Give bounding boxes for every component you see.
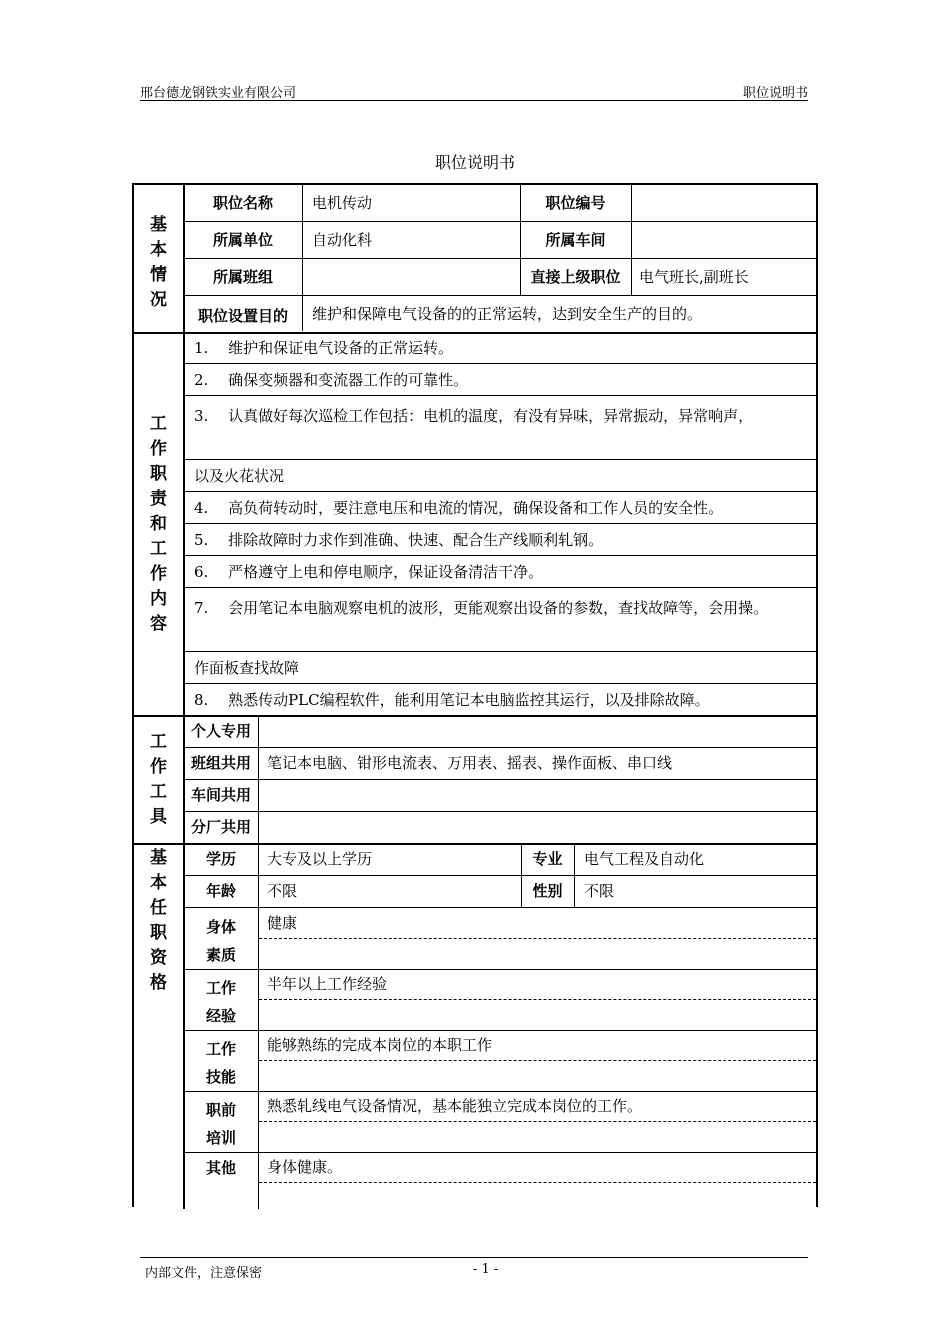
major-label: 专业 [532, 850, 563, 868]
section-tools: 工 作 工 具 [150, 732, 167, 827]
tool-label-workshop: 车间共用 [190, 786, 251, 804]
health-label: 身体 素质 [205, 918, 236, 964]
age-label: 年龄 [205, 882, 236, 900]
purpose-value: 维护和保障电气设备的的正常运转，达到安全生产的目的。 [312, 305, 703, 323]
purpose-label: 职位设置目的 [197, 307, 288, 325]
duty-item: 2. 确保变频器和变流器工作的可靠性。 [194, 371, 469, 389]
education-value: 大专及以上学历 [267, 850, 373, 868]
experience-label: 工作 经验 [205, 979, 236, 1025]
duty-item: 3. 认真做好每次巡检工作包括：电机的温度，有没有异味，异常振动，异常响声， [194, 407, 754, 425]
duty-item: 4. 高负荷转动时，要注意电压和电流的情况，确保设备和工作人员的安全性。 [194, 499, 724, 517]
position-no-label: 职位编号 [545, 194, 606, 212]
section-qualifications: 基 本 任 职 资 格 [150, 848, 167, 993]
skill-label: 工作 技能 [205, 1040, 236, 1086]
page-header [140, 82, 808, 101]
duty-item: 以及火花状况 [194, 467, 285, 485]
duty-item: 作面板查找故障 [194, 659, 300, 677]
health-value: 健康 [267, 914, 298, 932]
tool-label-plant: 分厂共用 [190, 818, 251, 836]
superior-label: 直接上级职位 [530, 268, 621, 286]
position-table [132, 183, 818, 1207]
other-label: 其他 [205, 1159, 236, 1177]
header-company: 邢台德龙钢铁实业有限公司 [140, 86, 297, 101]
duty-item: 6. 严格遵守上电和停电顺序，保证设备清洁干净。 [194, 563, 544, 581]
position-name-value: 电机传动 [312, 194, 373, 212]
age-value: 不限 [267, 882, 298, 900]
training-label: 职前 培训 [205, 1101, 236, 1147]
gender-value: 不限 [584, 882, 615, 900]
skill-value: 能够熟练的完成本岗位的本职工作 [267, 1036, 493, 1054]
footer-confidential: 内部文件，注意保密 [145, 1266, 263, 1281]
education-label: 学历 [205, 850, 236, 868]
gender-label: 性别 [532, 882, 563, 900]
experience-value: 半年以上工作经验 [267, 975, 388, 993]
duty-item: 5. 排除故障时力求作到准确、快速、配合生产线顺利轧钢。 [194, 531, 604, 549]
major-value: 电气工程及自动化 [584, 850, 705, 868]
header-doc-type: 职位说明书 [742, 86, 808, 101]
page-footer [140, 1257, 808, 1281]
unit-value: 自动化科 [312, 231, 373, 249]
training-value: 熟悉轧线电气设备情况，基本能独立完成本岗位的工作。 [267, 1097, 643, 1115]
duty-item: 8. 熟悉传动PLC编程软件，能利用笔记本电脑监控其运行，以及排除故障。 [194, 691, 710, 709]
duty-item: 1. 维护和保证电气设备的正常运转。 [194, 339, 454, 357]
unit-label: 所属单位 [212, 231, 273, 249]
tool-label-personal: 个人专用 [190, 722, 251, 740]
workshop-label: 所属车间 [545, 231, 606, 249]
position-name-label: 职位名称 [212, 194, 273, 212]
page-number: - 1 - [473, 1262, 499, 1277]
section-basic-info: 基 本 情 况 [150, 215, 167, 310]
duty-item: 7. 会用笔记本电脑观察电机的波形，更能观察出设备的参数，查找故障等，会用操。 [194, 599, 769, 617]
superior-value: 电气班长,副班长 [639, 268, 749, 286]
tool-label-team: 班组共用 [190, 754, 251, 772]
other-value: 身体健康。 [267, 1158, 343, 1176]
team-label: 所属班组 [212, 268, 273, 286]
section-duties: 工 作 职 责 和 工 作 内 容 [150, 414, 167, 634]
document-title: 职位说明书 [434, 153, 515, 172]
tool-value-team: 笔记本电脑、钳形电流表、万用表、摇表、操作面板、串口线 [267, 754, 673, 772]
